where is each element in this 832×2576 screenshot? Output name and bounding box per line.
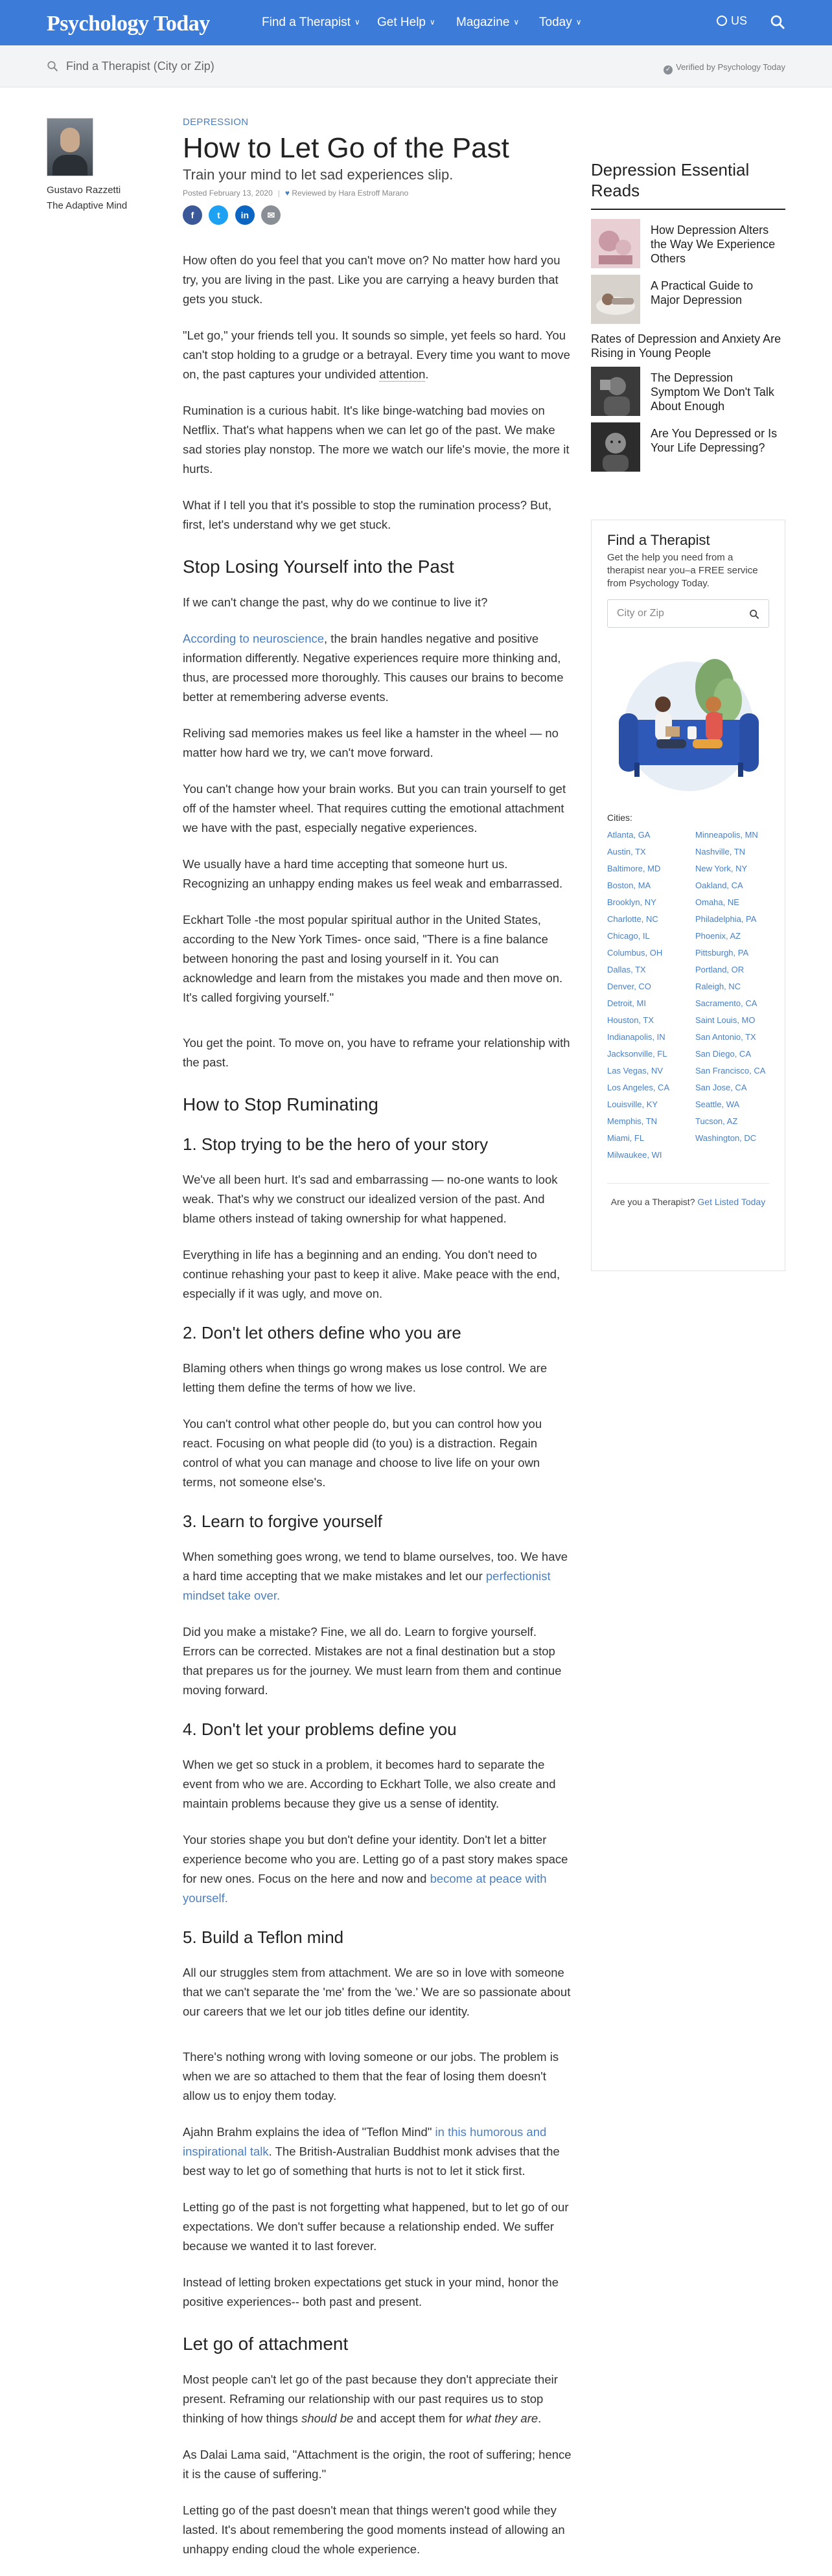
therapist-search-bar	[0, 45, 832, 87]
city-link[interactable]: Baltimore, MD	[607, 864, 661, 873]
search-icon	[47, 60, 58, 72]
paragraph: Rumination is a curious habit. It's like binge-watching bad movies on Netflix. That's what happens when we can let go of the past. We make sad stories play nonstop. The more we watch our life's movie, the more it hurts.	[183, 404, 570, 476]
paragraph: When something goes wrong, we tend to blame ourselves, too. We have a hard time accepting that we make mistakes and let our perfectionist mindset take over.	[183, 1550, 568, 1602]
find-therapist-widget	[591, 520, 785, 1271]
inline-link[interactable]: become at peace with yourself.	[183, 1872, 547, 1905]
city-zip-input[interactable]	[607, 599, 769, 628]
city-link[interactable]: Chicago, IL	[607, 931, 650, 941]
therapy-illustration	[611, 642, 767, 798]
city-link[interactable]: Nashville, TN	[695, 847, 746, 857]
author-blog[interactable]: The Adaptive Mind	[47, 200, 128, 211]
essential-reads-title: Depression Essential Reads	[591, 159, 785, 210]
paragraph: What if I tell you that it's possible to stop the rumination process? But, first, let's understand why we get stuck.	[183, 498, 552, 531]
essential-read-item[interactable]: Rates of Depression and Anxiety Are Rising in Young People	[591, 332, 781, 360]
paragraph: When we get so stuck in a problem, it becomes hard to separate the event from who we are. According to Eckhart Tolle, we also create and maintain problems because they give us a sense of identity.	[183, 1758, 556, 1810]
article-thumbnail	[591, 367, 640, 416]
paragraph: If we can't change the past, why do we continue to live it?	[183, 595, 488, 609]
city-link[interactable]: Seattle, WA	[695, 1099, 740, 1109]
article-thumbnail	[591, 275, 640, 324]
city-link[interactable]: Oakland, CA	[695, 880, 743, 890]
city-link[interactable]: Tucson, AZ	[695, 1116, 738, 1126]
city-zip-placeholder: City or Zip	[617, 608, 664, 619]
step-heading: 2. Don't let others define who you are	[183, 1323, 461, 1342]
posted-date: Posted February 13, 2020	[183, 189, 273, 198]
inline-link[interactable]: attention	[379, 367, 426, 381]
article-thumbnail	[591, 422, 640, 472]
city-link[interactable]: Raleigh, NC	[695, 982, 741, 991]
city-link[interactable]: Los Angeles, CA	[607, 1083, 670, 1092]
section-heading: How to Stop Ruminating	[183, 1094, 378, 1114]
city-link[interactable]: Detroit, MI	[607, 998, 646, 1008]
paragraph: Did you make a mistake? Fine, we all do. Learn to forgive yourself. Errors can be corrected. Mistakes are not a final destination but a stop that prepares us for the journey. We must learn from them and continue moving forward.	[183, 1625, 562, 1697]
paragraph: There's nothing wrong with loving someone or our jobs. The problem is when we are so attached to them that the fear of losing them doesn't allow us to enjoy them today.	[183, 2050, 559, 2102]
paragraph: Blaming others when things go wrong makes us lose control. We are letting them define the terms of how we live.	[183, 1361, 548, 1394]
city-link[interactable]: Portland, OR	[695, 965, 745, 974]
facebook-icon[interactable]: f	[183, 205, 202, 225]
region-selector[interactable]	[717, 14, 747, 28]
city-link[interactable]: Washington, DC	[695, 1133, 757, 1143]
find-therapist-title: Find a Therapist	[607, 532, 710, 548]
nav-label: Today	[539, 16, 572, 29]
article-title: How to Let Go of the Past	[183, 132, 509, 164]
paragraph: Reliving sad memories makes us feel like a hamster in the wheel — no matter how hard we try, we can't move forward.	[183, 726, 559, 759]
essential-read-title: How Depression Alters the Way We Experience Others	[651, 224, 776, 265]
paragraph: As Dalai Lama said, "Attachment is the origin, the root of suffering; hence it is the cause of suffering."	[183, 2448, 572, 2481]
author-block	[47, 183, 127, 214]
section-heading: Let go of attachment	[183, 2334, 349, 2354]
city-link[interactable]: Charlotte, NC	[607, 914, 658, 924]
essential-reads	[591, 159, 785, 478]
article-category[interactable]: DEPRESSION	[183, 117, 249, 128]
chevron-down-icon: ∨	[513, 17, 520, 27]
reviewed-by: Reviewed by Hara Estroff Marano	[292, 189, 409, 198]
city-link[interactable]: Denver, CO	[607, 982, 651, 991]
top-nav-bar	[0, 0, 832, 45]
paragraph: Ajahn Brahm explains the idea of "Teflon Mind" in this humorous and inspirational talk. The British-Australian Buddhist monk advises that the best way to let go of something that hurts is not to let it stick first.	[183, 2125, 560, 2178]
city-link[interactable]: Indianapolis, IN	[607, 1032, 665, 1042]
city-link[interactable]: Las Vegas, NV	[607, 1066, 663, 1075]
paragraph: Your stories shape you but don't define your identity. Don't let a bitter experience become who you are. Letting go of a past story makes space for new ones. Focus on the here and now and become at peace with yourself.	[183, 1833, 568, 1905]
essential-read-title: Are You Depressed or Is Your Life Depressing?	[651, 427, 778, 454]
nav-get-help[interactable]	[377, 16, 435, 30]
paragraph: Eckhart Tolle -the most popular spiritual author in the United States, according to the New York Times- once said, "There is a fine balance between honoring the past and losing yourself in it. You can acknowledge and learn from the mistakes you made and then move on. It's called forgiving yourself."	[183, 913, 563, 1004]
city-list	[607, 827, 769, 1164]
section-heading: Stop Losing Yourself into the Past	[183, 557, 454, 577]
paragraph: Everything in life has a beginning and an ending. You don't need to continue rehashing your past to keep it alive. Make peace with the end, especially if it was ugly, and move on.	[183, 1248, 560, 1300]
city-link[interactable]: Boston, MA	[607, 880, 651, 890]
paragraph: "Let go," your friends tell you. It sounds so simple, yet feels so hard. You can't stop holding to a grudge or a betrayal. Every time you want to move on, the past captures your undivided attention.	[183, 328, 570, 381]
cta-text: Are you a Therapist?	[610, 1197, 698, 1207]
nav-label: Magazine	[456, 16, 510, 29]
paragraph: You can't control what other people do, but you can control how you react. Focusing on what people did (to you) is a distraction. Regain control of what you can manage and choose to live life on your own terms, not someone else's.	[183, 1417, 542, 1489]
city-link[interactable]: Brooklyn, NY	[607, 897, 656, 907]
article-body	[183, 251, 572, 2559]
city-link[interactable]: New York, NY	[695, 864, 748, 873]
therapist-cta	[607, 1183, 769, 1208]
essential-read-title: The Depression Symptom We Don't Talk About Enough	[651, 371, 774, 413]
city-link[interactable]: Philadelphia, PA	[695, 914, 757, 924]
paragraph: According to neuroscience, the brain handles negative and positive information differently. Negative experiences require more thinking and, thus, are processed more thoroughly. This causes our brains to become better at remembering adverse events.	[183, 632, 564, 704]
essential-read-item[interactable]	[591, 367, 785, 422]
city-link[interactable]: Pittsburgh, PA	[695, 948, 749, 958]
paragraph: All our struggles stem from attachment. We are so in love with someone that we can't separate the 'me' from the 'we.' We are so passionate about our careers that we let our job titles define our identity.	[183, 1966, 571, 2018]
get-listed-link[interactable]: Get Listed Today	[697, 1197, 766, 1207]
essential-read-item[interactable]	[591, 275, 785, 330]
search-icon[interactable]	[770, 14, 785, 30]
city-link[interactable]: Omaha, NE	[695, 897, 739, 907]
city-link[interactable]: Memphis, TN	[607, 1116, 658, 1126]
city-link[interactable]: San Jose, CA	[695, 1083, 747, 1092]
article-thumbnail	[591, 219, 640, 268]
city-link[interactable]: Miami, FL	[607, 1133, 645, 1143]
city-link[interactable]: Phoenix, AZ	[695, 931, 741, 941]
nav-today[interactable]	[539, 16, 582, 30]
paragraph: You get the point. To move on, you have to reframe your relationship with the past.	[183, 1036, 570, 1069]
paragraph: We usually have a hard time accepting that someone hurt us. Recognizing an unhappy ending makes us feel weak and embarrassed.	[183, 857, 563, 890]
paragraph: We've all been hurt. It's sad and embarrassing — no-one wants to look weak. That's why we construct our idealized version of the past. And blame others instead of taking ownership for what happened.	[183, 1173, 558, 1225]
paragraph: Most people can't let go of the past because they don't appreciate their present. Reframing our relationship with our past requires us to stop thinking of how things should be and accept them for what they are.	[183, 2373, 558, 2425]
paragraph: Letting go of the past is not forgetting what happened, but to let go of our expectations. We don't suffer because a relationship ended. We suffer because we wanted it to last forever.	[183, 2200, 569, 2253]
city-link[interactable]: Milwaukee, WI	[607, 1150, 662, 1160]
paragraph: Letting go of the past doesn't mean that things weren't good while they lasted. It's about remembering the good moments instead of allowing an unhappy ending cloud the whole experience.	[183, 2503, 565, 2556]
verified-badge	[664, 62, 785, 75]
find-therapist-desc: Get the help you need from a therapist near you–a FREE service from Psychology Today.	[607, 552, 758, 589]
chevron-down-icon: ∨	[575, 17, 582, 27]
therapist-search-input[interactable]	[47, 60, 214, 73]
nav-magazine[interactable]	[456, 16, 519, 30]
nav-label: Get Help	[377, 16, 426, 29]
search-placeholder: Find a Therapist (City or Zip)	[66, 60, 214, 73]
city-link[interactable]: Saint Louis, MO	[695, 1015, 756, 1025]
city-link[interactable]: Houston, TX	[607, 1015, 654, 1025]
globe-icon	[717, 16, 727, 26]
step-heading: 1. Stop trying to be the hero of your story	[183, 1134, 489, 1154]
city-link[interactable]: Austin, TX	[607, 847, 646, 857]
linkedin-icon[interactable]: in	[235, 205, 255, 225]
step-heading: 5. Build a Teflon mind	[183, 1927, 344, 1947]
check-icon: ✓	[664, 65, 673, 75]
article-subtitle: Train your mind to let sad experiences slip.	[183, 167, 454, 183]
site-logo[interactable]: Psychology Today	[47, 12, 210, 36]
city-link[interactable]: Columbus, OH	[607, 948, 663, 958]
chevron-down-icon: ∨	[354, 17, 360, 27]
cities-label: Cities:	[607, 812, 632, 823]
city-link[interactable]: Atlanta, GA	[607, 830, 651, 840]
inline-link[interactable]: According to neuroscience	[183, 632, 325, 645]
city-link	[695, 1147, 778, 1164]
city-link[interactable]: Jacksonville, FL	[607, 1049, 667, 1059]
step-heading: 3. Learn to forgive yourself	[183, 1512, 382, 1531]
share-buttons	[183, 205, 572, 227]
paragraph: Instead of letting broken expectations get stuck in your mind, honor the positive experiences-- both past and present.	[183, 2275, 559, 2308]
article	[183, 117, 572, 2576]
verified-label: Verified by Psychology Today	[676, 62, 785, 72]
reviewed-icon: ♥	[284, 189, 292, 198]
search-icon	[749, 609, 759, 619]
step-heading: 4. Don't let your problems define you	[183, 1719, 457, 1739]
essential-read-item[interactable]	[591, 219, 785, 275]
city-link[interactable]: San Diego, CA	[695, 1049, 751, 1059]
paragraph: You can't change how your brain works. But you can train yourself to get off of the hamster wheel. That requires cutting the emotional attachment we have with the past, especially negative experiences.	[183, 782, 566, 834]
essential-read-item[interactable]	[591, 422, 785, 478]
nav-label: Find a Therapist	[262, 16, 351, 29]
article-meta: Posted February 13, 2020 | ♥ Reviewed by Hara Estroff Marano	[183, 189, 409, 198]
city-link[interactable]: San Francisco, CA	[695, 1066, 766, 1075]
twitter-icon[interactable]: t	[209, 205, 228, 225]
city-link[interactable]: Dallas, TX	[607, 965, 646, 974]
author-avatar[interactable]	[47, 118, 93, 176]
inline-link[interactable]: in this humorous and inspirational talk	[183, 2125, 547, 2158]
city-link[interactable]: Louisville, KY	[607, 1099, 658, 1109]
chevron-down-icon: ∨	[429, 17, 435, 27]
city-link[interactable]: Sacramento, CA	[695, 998, 757, 1008]
email-icon[interactable]: ✉	[261, 205, 281, 225]
inline-link[interactable]: perfectionist mindset take over.	[183, 1569, 551, 1602]
nav-find-therapist[interactable]	[262, 16, 360, 30]
region-label: US	[731, 14, 748, 27]
author-name[interactable]: Gustavo Razzetti	[47, 185, 121, 196]
city-link[interactable]: Minneapolis, MN	[695, 830, 758, 840]
paragraph: How often do you feel that you can't move on? No matter how hard you try, you are living in the past. Like you are carrying a heavy burden that gets you stuck.	[183, 253, 560, 306]
city-link[interactable]: San Antonio, TX	[695, 1032, 756, 1042]
essential-read-title: A Practical Guide to Major Depression	[651, 279, 754, 306]
